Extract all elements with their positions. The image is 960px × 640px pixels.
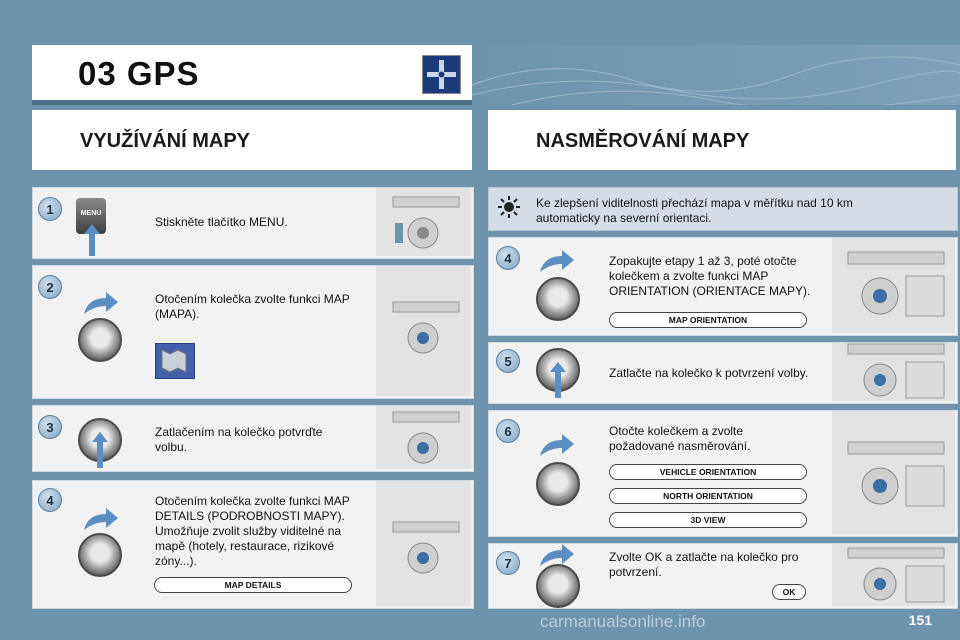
tip-sun-icon — [498, 196, 520, 223]
gps-crosshair-icon — [422, 55, 461, 94]
rotary-knob — [536, 462, 580, 506]
page-title: 03 GPS — [78, 55, 200, 92]
console-diagram-icon — [840, 546, 950, 609]
step-badge-r6: 6 — [496, 419, 520, 443]
rotate-arrow-icon — [538, 250, 574, 279]
left-step-2-text: Otočením kolečka zvolte funkci MAP (MAPA). — [155, 292, 350, 321]
step-badge-3: 3 — [38, 415, 62, 439]
map-details-option: MAP DETAILS — [154, 577, 352, 593]
right-step-6-text: Otočte kolečkem a zvolte požadované nasměrování. — [609, 424, 751, 453]
left-step-1-text: Stiskněte tlačítko MENU. — [155, 215, 288, 229]
console-diagram-icon — [840, 342, 950, 405]
step-badge-4: 4 — [38, 488, 62, 512]
right-step-5-text: Zatlačte na kolečko k potvrzení volby. — [609, 366, 809, 380]
rotary-knob — [536, 564, 580, 608]
right-step-7-text: Zvolte OK a zatlačte na kolečko pro potvrzení. — [609, 550, 799, 579]
right-step-4-text: Zopakujte etapy 1 až 3, poté otočte kolečkem a zvolte funkci MAP ORIENTATION (ORIENTACE MAPY). — [609, 254, 811, 298]
console-diagram-icon — [383, 410, 461, 473]
rotate-arrow-icon — [538, 434, 574, 463]
page-number: 151 — [908, 612, 932, 628]
rotary-knob — [536, 277, 580, 321]
3d-view-option: 3D VIEW — [609, 512, 807, 528]
console-diagram-icon — [383, 520, 461, 583]
info-text: Ke zlepšení viditelnosti přechází mapa v měřítku nad 10 km automaticky na severní orientaci. — [536, 196, 853, 225]
press-arrow-icon — [550, 362, 566, 403]
rotary-knob — [78, 318, 122, 362]
step-badge-2: 2 — [38, 275, 62, 299]
step-badge-r4: 4 — [496, 246, 520, 270]
rotate-arrow-icon — [82, 292, 118, 321]
console-diagram-icon — [840, 250, 950, 325]
right-section-title: NASMĚROVÁNÍ MAPY — [536, 130, 750, 152]
press-arrow-icon — [92, 432, 108, 473]
left-step-4-text: Otočením kolečka zvolte funkci MAP DETAILS (PODROBNOSTI MAPY). Umožňuje zvolit služby viditelné na mapě (hotely, restaurace, rizikové zóny...). — [155, 494, 350, 568]
press-arrow-icon — [84, 224, 100, 261]
console-diagram-icon — [840, 440, 950, 515]
left-section-title: VYUŽÍVÁNÍ MAPY — [80, 130, 251, 152]
step-badge-1: 1 — [38, 197, 62, 221]
left-step-3-text: Zatlačením na kolečko potvrďte volbu. — [155, 425, 323, 454]
step-badge-r7: 7 — [496, 551, 520, 575]
map-orientation-option: MAP ORIENTATION — [609, 312, 807, 328]
map-icon — [155, 343, 195, 379]
north-orientation-option: NORTH ORIENTATION — [609, 488, 807, 504]
rotary-knob — [78, 533, 122, 577]
topographic-banner — [472, 45, 960, 105]
ok-option: OK — [772, 584, 806, 600]
watermark: carmanualsonline.info — [540, 612, 706, 631]
console-diagram-icon — [383, 195, 461, 258]
step-badge-r5: 5 — [496, 349, 520, 373]
menu-label: MENU — [80, 210, 102, 217]
console-diagram-icon — [383, 300, 461, 363]
vehicle-orientation-option: VEHICLE ORIENTATION — [609, 464, 807, 480]
